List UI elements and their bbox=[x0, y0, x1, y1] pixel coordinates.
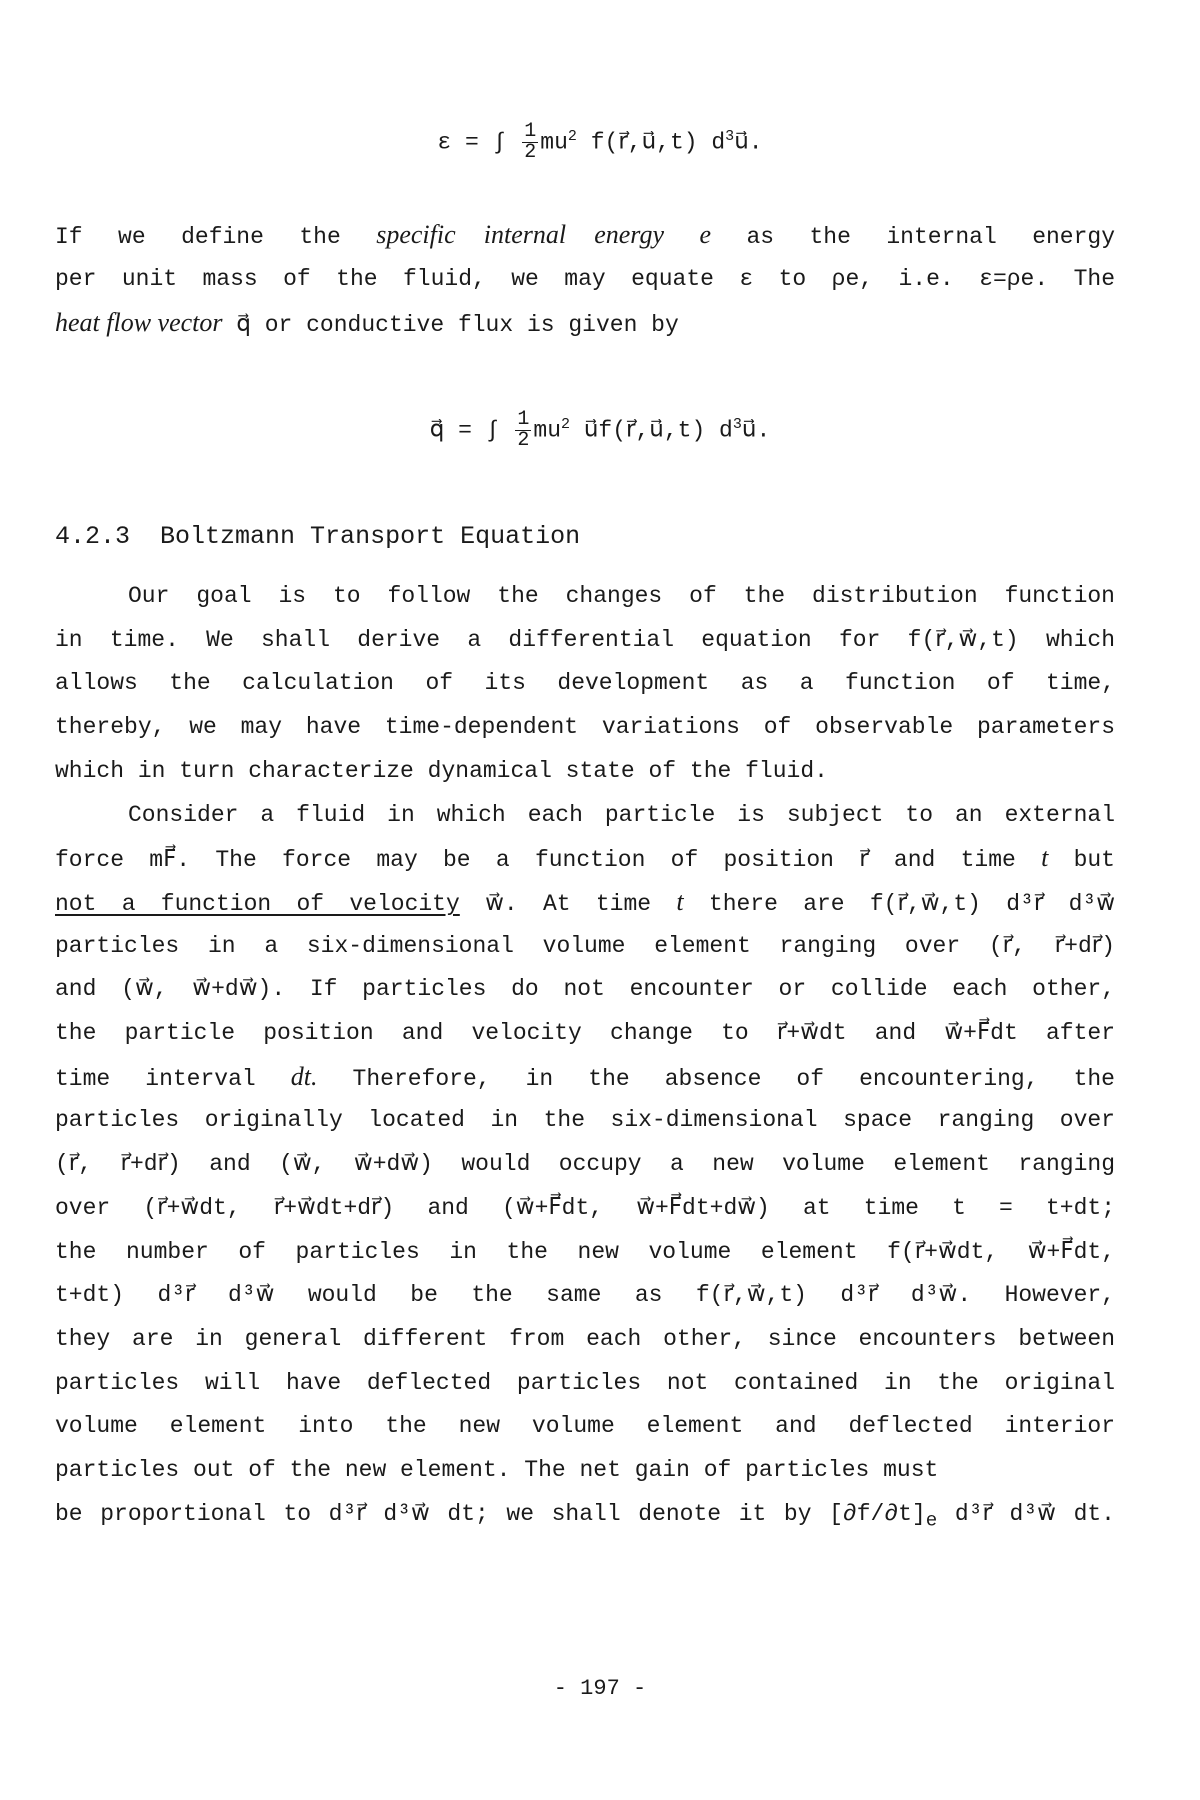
exponent: 3 bbox=[732, 416, 742, 433]
page-number: - 197 - bbox=[553, 1676, 647, 1701]
text-line bbox=[55, 1193, 1115, 1223]
italic-term: heat flow vector bbox=[55, 308, 223, 337]
subscript: e bbox=[925, 1509, 938, 1532]
text-line bbox=[55, 1368, 1115, 1398]
text-run: Therefore, in the absence of encountering, the bbox=[317, 1065, 1115, 1092]
text-run: particles originally located in the six-dimensional space ranging over bbox=[55, 1107, 1115, 1134]
text-run: the number of particles in the new volume element f(r⃗+w⃗dt, w⃗+F⃗dt, bbox=[55, 1238, 1115, 1265]
italic-term: t bbox=[1041, 843, 1049, 873]
text-run: they are in general different from each other, since encounters between bbox=[55, 1325, 1115, 1352]
text-run: but bbox=[1048, 847, 1115, 874]
underlined-text: not a function of velocity bbox=[55, 890, 460, 917]
numerator: 1 bbox=[517, 408, 530, 432]
text-line bbox=[55, 1237, 1115, 1267]
text-run: particles will have deflected particles not contained in the original bbox=[55, 1369, 1115, 1396]
text-run: Our goal is to follow the changes of the distribution function bbox=[128, 583, 1115, 609]
section-title: Boltzmann Transport Equation bbox=[160, 522, 581, 551]
text-run: as the internal energy bbox=[711, 224, 1116, 250]
text-run: in time. We shall derive a differential equation for f(r⃗,w⃗,t) which bbox=[55, 626, 1115, 653]
eq-lhs: ε = bbox=[437, 129, 479, 156]
text-line bbox=[55, 887, 1115, 919]
text-line bbox=[55, 1062, 1115, 1094]
text-line bbox=[55, 712, 1115, 742]
text-run: particles out of the new element. The net gain of particles must bbox=[55, 1457, 939, 1483]
section-heading bbox=[55, 522, 580, 552]
text-run: over (r⃗+w⃗dt, r⃗+w⃗dt+dr⃗) and (w⃗+F⃗dt, w⃗+F⃗dt+dw⃗) at time t = t+dt; bbox=[55, 1194, 1115, 1221]
text-run: w⃗. At time bbox=[459, 890, 677, 917]
text-run: Consider a fluid in which each particle is subject to an external bbox=[128, 801, 1115, 828]
eq-lhs: q⃗ = bbox=[429, 417, 472, 444]
text-line bbox=[55, 220, 1115, 252]
text-line bbox=[55, 931, 1115, 961]
text-line bbox=[55, 1411, 1115, 1441]
text-line bbox=[55, 1149, 1115, 1179]
text-line bbox=[55, 1280, 1115, 1310]
text-line bbox=[55, 1105, 1115, 1135]
italic-term: t bbox=[676, 886, 684, 916]
eq-term: u⃗. bbox=[741, 417, 771, 444]
eq-term: u⃗f(r⃗,u⃗,t) d bbox=[570, 417, 733, 444]
fraction-half bbox=[522, 122, 538, 163]
integral-sign: ∫ bbox=[485, 417, 500, 444]
text-run: If we define the bbox=[55, 224, 377, 250]
text-line bbox=[55, 308, 1115, 340]
text-run: d³r⃗ d³w⃗ dt. bbox=[937, 1500, 1115, 1527]
italic-term: e bbox=[699, 220, 711, 249]
text-line bbox=[55, 1455, 1115, 1485]
equation-heat-flow bbox=[0, 410, 1200, 451]
text-line bbox=[55, 1499, 1115, 1536]
text-run: time interval bbox=[55, 1065, 291, 1092]
text-run: per unit mass of the fluid, we may equate ε to ρe, i.e. ε=ρe. The bbox=[55, 266, 1115, 292]
italic-term: specific internal energy bbox=[376, 220, 664, 249]
text-run: q⃗ or conductive flux is given by bbox=[222, 312, 679, 338]
eq-term: mu bbox=[533, 417, 561, 444]
text-run: volume element into the new volume element and deflected interior bbox=[55, 1413, 1115, 1440]
eq-term: mu bbox=[540, 129, 568, 156]
text-run bbox=[664, 224, 699, 250]
text-line bbox=[55, 843, 1115, 875]
text-line bbox=[55, 756, 1115, 786]
text-run: be proportional to d³r⃗ d³w⃗ dt; we shall denote it by [∂f/∂t] bbox=[55, 1500, 926, 1527]
text-run: which in turn characterize dynamical state of the fluid. bbox=[55, 757, 828, 784]
eq-term: f(r⃗,u⃗,t) d bbox=[576, 129, 726, 156]
text-line bbox=[128, 800, 1115, 830]
text-line bbox=[55, 264, 1115, 294]
denominator: 2 bbox=[524, 141, 537, 165]
text-line bbox=[55, 1324, 1115, 1354]
text-line bbox=[128, 581, 1115, 611]
text-run: t+dt) d³r⃗ d³w⃗ would be the same as f(r⃗,w⃗,t) d³r⃗ d³w⃗. However, bbox=[55, 1282, 1115, 1309]
integral-sign: ∫ bbox=[492, 129, 507, 156]
fraction-half bbox=[515, 410, 531, 451]
text-run: allows the calculation of its development as a function of time, bbox=[55, 670, 1115, 697]
text-run: the particle position and velocity change to r⃗+w⃗dt and w⃗+F⃗dt after bbox=[55, 1020, 1115, 1046]
text-line bbox=[55, 625, 1115, 655]
text-run: and (w⃗, w⃗+dw⃗). If particles do not encounter or collide each other, bbox=[55, 976, 1115, 1003]
denominator: 2 bbox=[517, 429, 530, 453]
text-line bbox=[55, 974, 1115, 1004]
text-run: (r⃗, r⃗+dr⃗) and (w⃗, w⃗+dw⃗) would occupy a new volume element ranging bbox=[55, 1151, 1115, 1178]
exponent: 2 bbox=[567, 128, 577, 145]
text-run: thereby, we may have time-dependent variations of observable parameters bbox=[55, 714, 1115, 741]
equation-internal-energy bbox=[0, 122, 1200, 163]
exponent: 2 bbox=[561, 416, 571, 433]
italic-term: dt. bbox=[290, 1061, 318, 1091]
text-run: there are f(r⃗,w⃗,t) d³r⃗ d³w⃗ bbox=[683, 890, 1116, 917]
text-line bbox=[55, 668, 1115, 698]
text-run: force mF⃗. The force may be a function of position r⃗ and time bbox=[55, 847, 1042, 874]
numerator: 1 bbox=[524, 120, 537, 144]
exponent: 3 bbox=[725, 128, 735, 145]
eq-term: u⃗. bbox=[734, 129, 763, 156]
section-number: 4.2.3 bbox=[55, 522, 131, 551]
text-run: particles in a six-dimensional volume element ranging over (r⃗, r⃗+dr⃗) bbox=[55, 932, 1115, 959]
text-line bbox=[55, 1018, 1115, 1048]
